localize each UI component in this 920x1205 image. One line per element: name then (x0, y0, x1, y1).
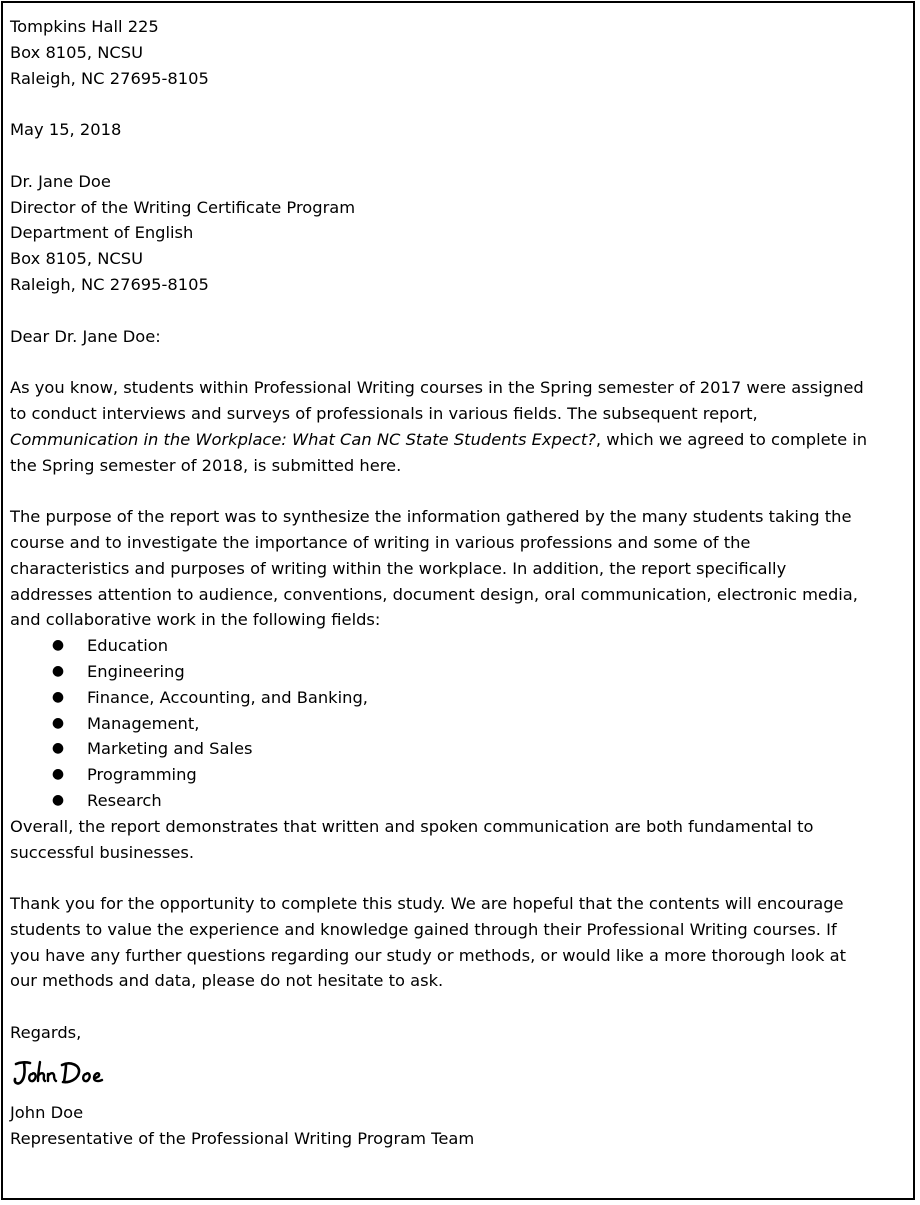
sender-address-line3: Raleigh, NC 27695-8105 (10, 68, 209, 88)
salutation: Dear Dr. Jane Doe: (10, 326, 161, 346)
spacer (10, 91, 912, 117)
sender-address (10, 14, 912, 91)
paragraph-line: to conduct interviews and surveys of professionals in various fields. The subsequent report, (10, 403, 758, 423)
paragraph-line: you have any further questions regarding our study or methods, or would like a more thorough look at (10, 945, 846, 965)
spacer (10, 865, 912, 891)
bullet-icon: ● (51, 688, 65, 705)
letter-body (10, 14, 912, 1151)
signer-name: John Doe (10, 1102, 84, 1122)
recipient-department: Department of English (10, 223, 194, 243)
paragraph-overall (10, 814, 912, 866)
paragraph-line: The purpose of the report was to synthesize the information gathered by the many students taking the (10, 507, 852, 527)
sender-address-line2: Box 8105, NCSU (10, 42, 144, 62)
paragraph-text: , which we agreed to complete in (595, 429, 868, 449)
list-item (10, 736, 912, 762)
closing: Regards, (10, 1023, 82, 1043)
spacer (10, 349, 912, 375)
bullet-icon: ● (51, 740, 65, 757)
paragraph-line: the Spring semester of 2018, is submitted here. (10, 455, 402, 475)
bullet-icon: ● (51, 766, 65, 783)
fields-list (10, 633, 912, 814)
sender-address-line1: Tompkins Hall 225 (10, 17, 159, 36)
paragraph-line: characteristics and purposes of writing within the workplace. In addition, the report specifically (10, 558, 787, 578)
recipient-title: Director of the Writing Certificate Program (10, 197, 356, 217)
handwritten-signature (10, 1046, 912, 1100)
list-item-label: Research (87, 790, 162, 810)
spacer (10, 298, 912, 324)
list-item (10, 788, 912, 814)
list-item (10, 762, 912, 788)
list-item-label: Management, (87, 713, 200, 733)
bullet-icon: ● (51, 662, 65, 679)
bullet-icon: ● (51, 637, 65, 654)
paragraph-line: students to value the experience and knowledge gained through their Professional Writing courses. If (10, 919, 837, 939)
paragraph-line: As you know, students within Professional Writing courses in the Spring semester of 2017 were assigned (10, 378, 864, 398)
paragraph-line: course and to investigate the importance of writing in various professions and some of the (10, 532, 751, 552)
recipient-city: Raleigh, NC 27695-8105 (10, 274, 209, 294)
paragraph-line: and collaborative work in the following fields: (10, 610, 381, 630)
list-item-label: Marketing and Sales (87, 739, 253, 759)
paragraph-intro (10, 375, 912, 478)
bullet-icon: ● (51, 791, 65, 808)
paragraph-line: Overall, the report demonstrates that written and spoken communication are both fundamental to (10, 816, 814, 836)
recipient-address (10, 169, 912, 298)
list-item (10, 633, 912, 659)
paragraph-line: addresses attention to audience, conventions, document design, oral communication, electronic media, (10, 584, 858, 604)
spacer (10, 143, 912, 169)
list-item (10, 711, 912, 737)
bullet-icon: ● (51, 714, 65, 731)
letter-date: May 15, 2018 (10, 120, 122, 140)
paragraph-line (10, 427, 912, 453)
list-item-label: Programming (87, 765, 197, 785)
signer-title: Representative of the Professional Writing Program Team (10, 1128, 475, 1148)
spacer (10, 994, 912, 1020)
recipient-box: Box 8105, NCSU (10, 249, 144, 269)
paragraph-thanks (10, 891, 912, 994)
signature-image (10, 1056, 110, 1090)
list-item-label: Finance, Accounting, and Banking, (87, 687, 368, 707)
paragraph-purpose (10, 504, 912, 633)
list-item-label: Education (87, 636, 169, 656)
list-item (10, 659, 912, 685)
list-item (10, 685, 912, 711)
spacer (10, 478, 912, 504)
paragraph-line: our methods and data, please do not hesitate to ask. (10, 971, 444, 991)
paragraph-line: Thank you for the opportunity to complete this study. We are hopeful that the contents will encourage (10, 894, 844, 914)
list-item-label: Engineering (87, 661, 185, 681)
report-title: Communication in the Workplace: What Can NC State Students Expect? (10, 429, 596, 449)
recipient-name: Dr. Jane Doe (10, 171, 111, 191)
letter-page (1, 1, 915, 1200)
paragraph-line: successful businesses. (10, 842, 195, 862)
